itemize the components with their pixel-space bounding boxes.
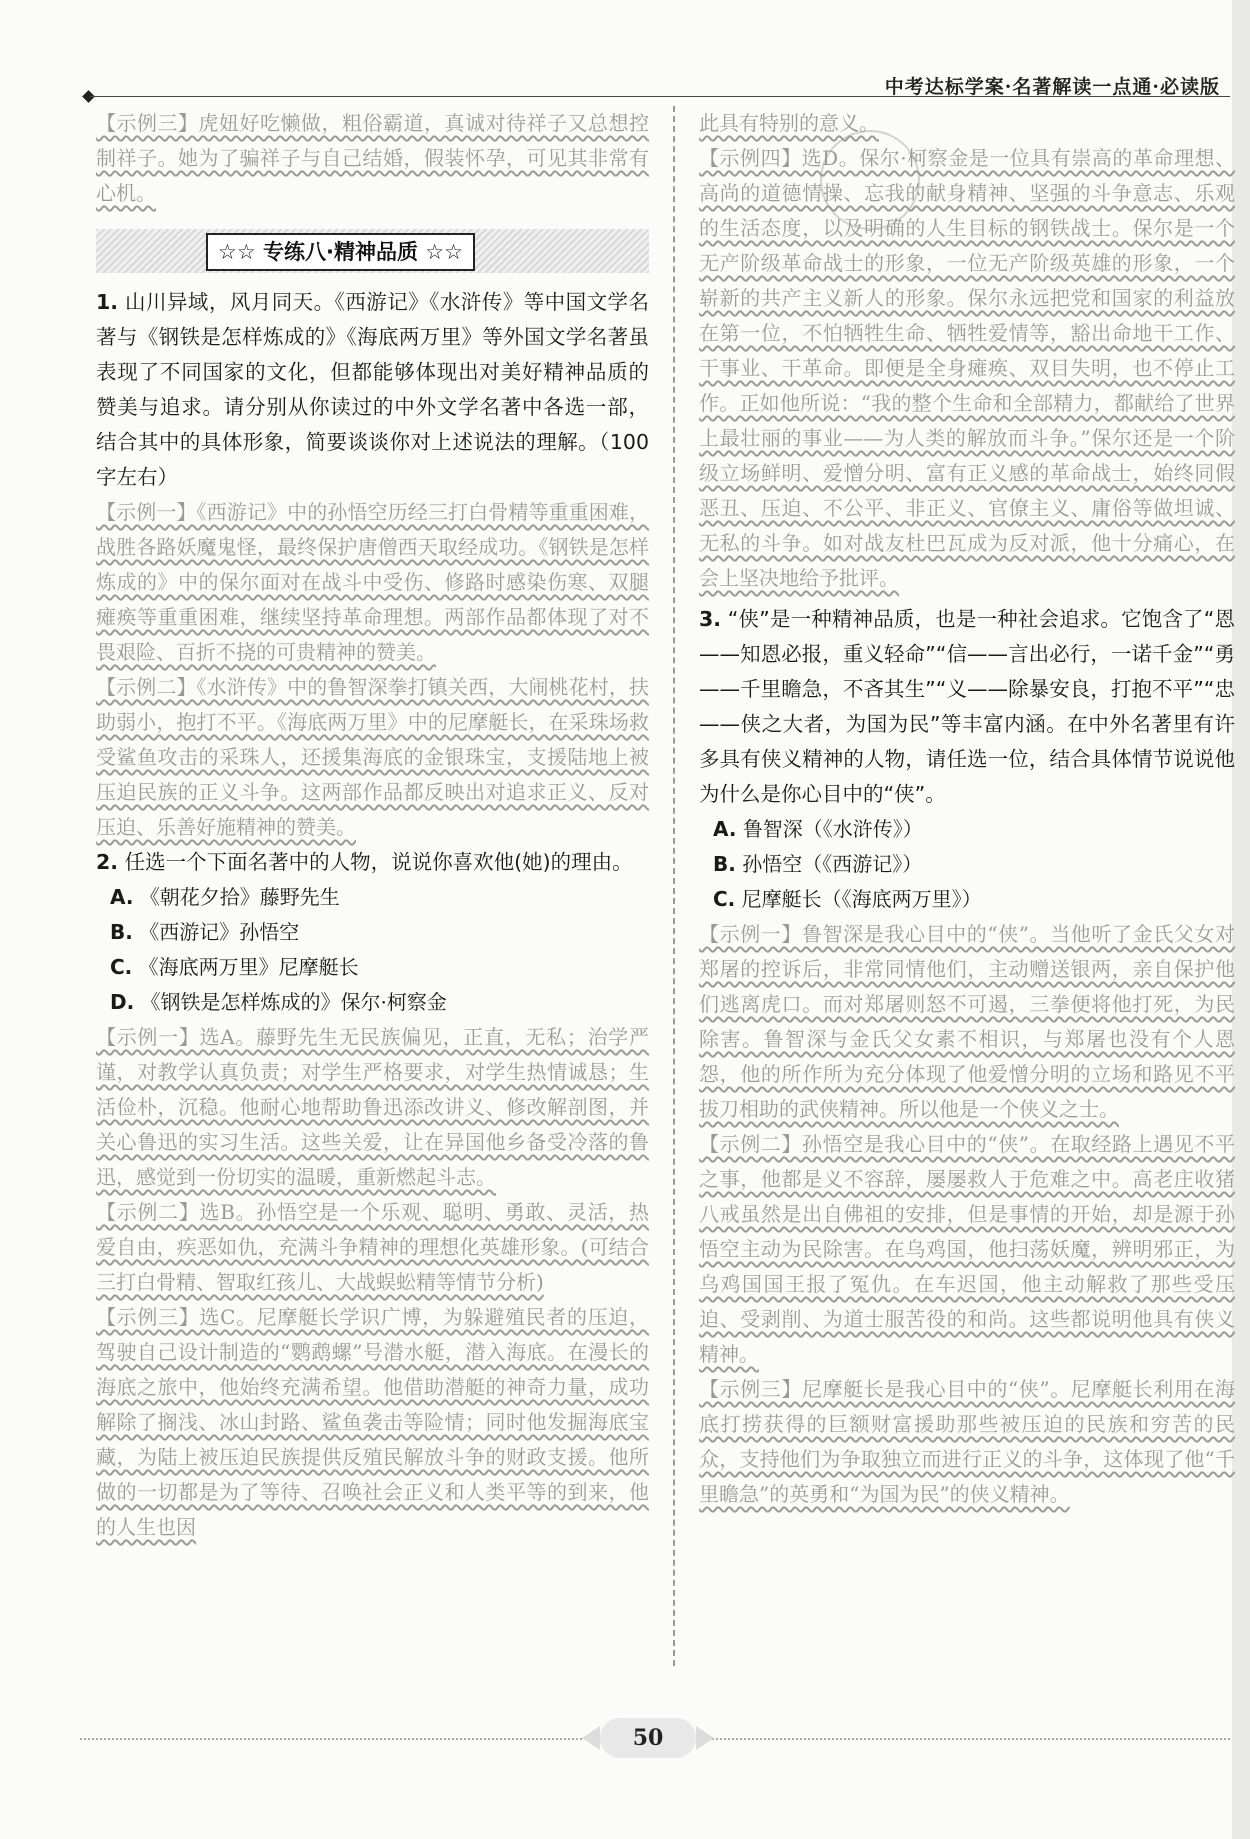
- option-label: C.: [713, 887, 736, 911]
- question-text: 山川异域，风月同天。《西游记》《水浒传》等中国文学名著与《钢铁是怎样炼成的》《海底两万里》等外国文学名著虽表现了不同国家的文化，但都能够体现出对美好精神品质的赞美与追求。请分别从你读过的中外文学名著中各选一部，结合其中的具体形象，简要谈谈你对上述说法的理解。（100字左右）: [96, 290, 649, 489]
- question-text: “侠”是一种精神品质，也是一种社会追求。它饱含了“恩——知恩必报，重义轻命”“信——言出必行，一诺千金”“勇——千里瞻急，不吝其生”“义——除暴安良，打抱不平”“忠——侠之大者，为国为民”等丰富内涵。在中外名著里有许多具有侠义精神的人物，请任选一位，结合具体情节说说他为什么是你心目中的“侠”。: [699, 607, 1235, 806]
- option-label: B.: [713, 852, 736, 876]
- option-text: 孙悟空（《西游记》）: [742, 852, 923, 876]
- question-3: [699, 602, 1235, 812]
- option-c: [699, 882, 1235, 917]
- option-text: 鲁智深（《水浒传》）: [742, 817, 923, 841]
- answer-example: 【示例三】选C。尼摩艇长学识广博，为躲避殖民者的压迫，驾驶自己设计制造的“鹦鹉螺”号潜水艇，潜入海底。在漫长的海底之旅中，他始终充满希望。他借助潜艇的神奇力量，成功解除了搁浅、冰山封路、鲨鱼袭击等险情；同时他发掘海底宝藏，为陆上被压迫民族提供反殖民解放斗争的财政支援。他所做的一切都是为了等待、召唤社会正义和人类平等的到来，他的人生也因: [96, 1305, 649, 1539]
- question-text: 任选一个下面名著中的人物，说说你喜欢他(她)的理由。: [124, 850, 633, 874]
- option-b: [699, 847, 1235, 882]
- header-title: 中考达标学案·名著解读一点通·必读版: [884, 76, 1220, 98]
- section-banner: [96, 229, 649, 273]
- answer-example: 【示例一】鲁智深是我心目中的“侠”。当他听了金氏父女对郑屠的控诉后，非常同情他们，主动赠送银两，亲自保护他们逃离虎口。而对郑屠则怒不可遏，三拳便将他打死，为民除害。鲁智深与金氏父女素不相识，与郑屠也没有个人恩怨，他的所作所为充分体现了他爱憎分明的立场和路见不平拔刀相助的武侠精神。所以他是一个侠义之士。: [699, 922, 1235, 1121]
- question-number: 2.: [96, 850, 119, 874]
- question-2: [96, 845, 649, 880]
- answer-example: 【示例一】选A。藤野先生无民族偏见，正直，无私；治学严谨，对教学认真负责；对学生严格要求，对学生热情诚恳；生活俭朴，沉稳。他耐心地帮助鲁迅添改讲义、修改解剖图，并关心鲁迅的实习生活。这些关爱，让在异国他乡备受冷落的鲁迅，感觉到一份切实的温暖，重新燃起斗志。: [96, 1025, 649, 1189]
- answer-example: 【示例一】《西游记》中的孙悟空历经三打白骨精等重重困难，战胜各路妖魔鬼怪，最终保护唐僧西天取经成功。《钢铁是怎样炼成的》中的保尔面对在战斗中受伤、修路时感染伤寒、双腿瘫痪等重重困难，继续坚持革命理想。两部作品都体现了对不畏艰险、百折不挠的可贵精神的赞美。: [96, 500, 649, 664]
- option-d: [96, 985, 649, 1020]
- page-header: [90, 68, 1230, 104]
- option-label: B.: [110, 920, 133, 944]
- section-title: ☆☆ 专练八·精神品质 ☆☆: [206, 233, 475, 271]
- answer-continuation: 此具有特别的意义。: [699, 111, 879, 135]
- option-text: 尼摩艇长（《海底两万里》）: [741, 887, 982, 911]
- option-label: A.: [713, 817, 737, 841]
- left-column: [96, 106, 649, 1545]
- page-number: 50: [600, 1718, 696, 1758]
- option-a: [96, 880, 649, 915]
- previous-answer: 【示例三】虎妞好吃懒做，粗俗霸道，真诚对待祥子又总想控制祥子。她为了骗祥子与自己结婚，假装怀孕，可见其非常有心机。: [96, 111, 649, 205]
- answer-example: 【示例二】孙悟空是我心目中的“侠”。在取经路上遇见不平之事，他都是义不容辞，屡屡救人于危难之中。高老庄收猪八戒虽然是出自佛祖的安排，但是事情的开始，却是源于孙悟空主动为民除害。在乌鸡国，他扫荡妖魔，辨明邪正，为乌鸡国国王报了冤仇。在车迟国，他主动解救了那些受压迫、受剥削、为道士服苦役的和尚。这些都说明他具有侠义精神。: [699, 1132, 1235, 1366]
- option-b: [96, 915, 649, 950]
- option-label: D.: [110, 990, 135, 1014]
- answer-example: 【示例二】《水浒传》中的鲁智深拳打镇关西，大闹桃花村，扶助弱小，抱打不平。《海底两万里》中的尼摩艇长，在采珠场救受鲨鱼攻击的采珠人，还援集海底的金银珠宝，支援陆地上被压迫民族的正义斗争。这两部作品都反映出对追求正义、反对压迫、乐善好施精神的赞美。: [96, 675, 649, 839]
- option-text: 《海底两万里》尼摩艇长: [138, 955, 359, 979]
- right-column: [699, 106, 1235, 1512]
- option-text: 《西游记》孙悟空: [139, 920, 300, 944]
- option-text: 《钢铁是怎样炼成的》保尔·柯察金: [140, 990, 447, 1014]
- column-divider: [673, 106, 675, 1666]
- question-number: 3.: [699, 607, 722, 631]
- option-text: 《朝花夕拾》藤野先生: [139, 885, 340, 909]
- answer-example: 【示例三】尼摩艇长是我心目中的“侠”。尼摩艇长利用在海底打捞获得的巨额财富援助那些被压迫的民族和穷苦的民众，支持他们为争取独立而进行正义的斗争，这体现了他“千里瞻急”的英勇和“为国为民”的侠义精神。: [699, 1377, 1235, 1506]
- option-c: [96, 950, 649, 985]
- page-footer: [80, 1718, 1230, 1758]
- option-a: [699, 812, 1235, 847]
- option-label: A.: [110, 885, 134, 909]
- answer-example: 【示例四】选D。保尔·柯察金是一位具有崇高的革命理想、高尚的道德情操、忘我的献身精神、坚强的斗争意志、乐观的生活态度，以及明确的人生目标的钢铁战士。保尔是一个无产阶级革命战士的形象，一位无产阶级英雄的形象，一个崭新的共产主义新人的形象。保尔永远把党和国家的利益放在第一位，不怕牺牲生命、牺牲爱情等，豁出命地干工作、干事业、干革命。即便是全身瘫痪、双目失明，也不停止工作。正如他所说：“我的整个生命和全部精力，都献给了世界上最壮丽的事业——为人类的解放而斗争。”保尔还是一个阶级立场鲜明、爱憎分明、富有正义感的革命战士，始终同假恶丑、压迫、不公平、非正义、官僚主义、庸俗等做坦诚、无私的斗争。如对战友杜巴瓦成为反对派，他十分痛心，在会上坚决地给予批评。: [699, 146, 1235, 590]
- question-1: [96, 285, 649, 495]
- question-number: 1.: [96, 290, 119, 314]
- option-label: C.: [110, 955, 133, 979]
- answer-example: 【示例二】选B。孙悟空是一个乐观、聪明、勇敢、灵活，热爱自由，疾恶如仇，充满斗争精神的理想化英雄形象。(可结合三打白骨精、智取红孩儿、大战蜈蚣精等情节分析): [96, 1200, 649, 1294]
